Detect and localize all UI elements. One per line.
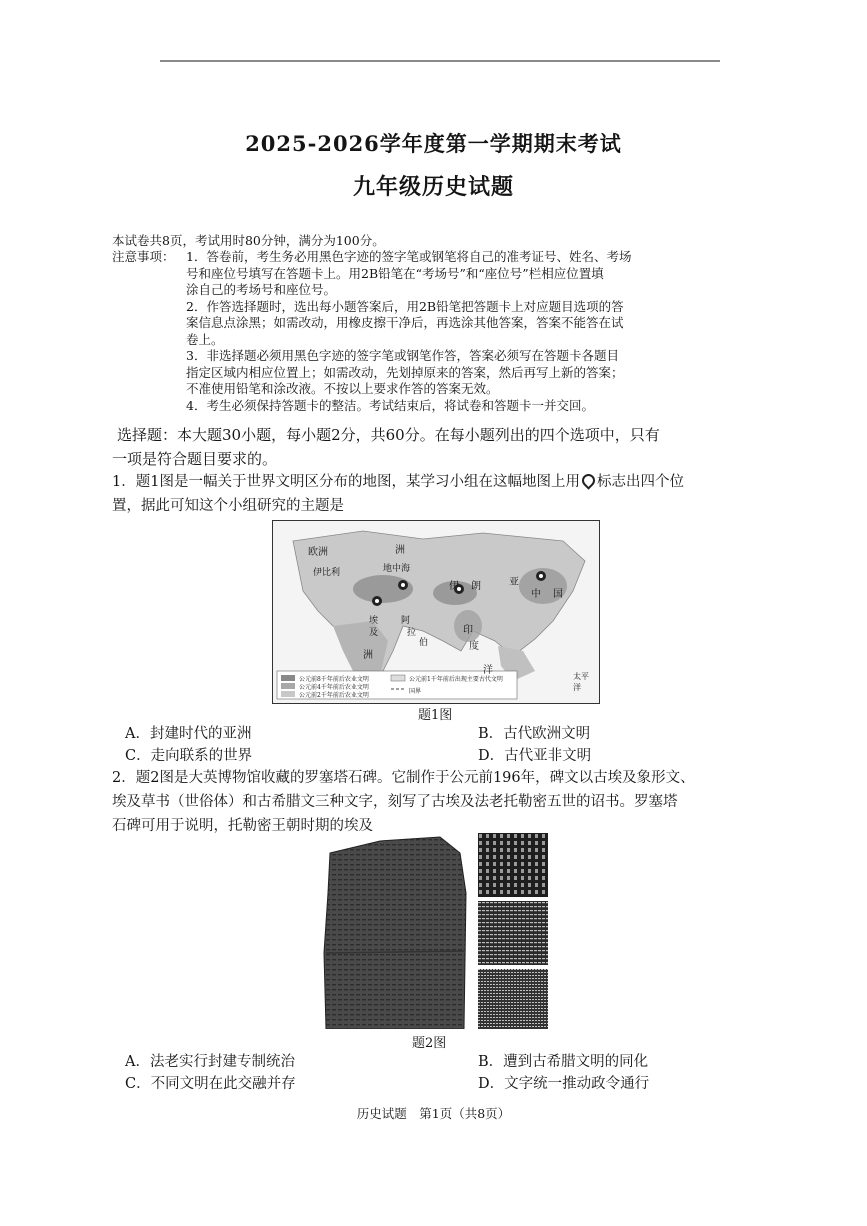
exam-title: 2025-2026学年度第一学期期末考试: [245, 131, 622, 156]
map-label: 太平洋: [573, 672, 589, 692]
inscription-graphic: [478, 833, 548, 1029]
map-label: 伯: [419, 638, 429, 648]
legend-item: 公元前2千年前后农业文明: [299, 692, 369, 699]
map-label: 洲: [395, 545, 405, 556]
q2-stem-line: 石碑可用于说明，托勒密王朝时期的埃及: [112, 818, 373, 834]
q2-stem-line: 埃及草书（世俗体）和古希腊文三种文字，刻写了古埃及法老托勒密五世的诏书。罗塞塔: [112, 794, 678, 810]
map-label: 伊: [449, 581, 459, 592]
notice-line: 不准使用铅笔和涂改液。不按以上要求作答的答案无效。: [186, 381, 499, 396]
notice-line: 案信息点涂黑；如需改动，用橡皮擦干净后，再选涂其他答案，答案不能答在试: [186, 315, 624, 330]
q1-stem-part: 1．题1图是一幅关于世界文明区分布的地图，某学习小组在这幅地图上用: [112, 474, 580, 490]
section-line: 选择题：本大题30小题，每小题2分，共60分。在每小题列出的四个选项中，只有: [117, 426, 660, 444]
q1-stem-line: 置，据此可知这个小组研究的主题是: [112, 498, 344, 514]
question-1-stem: [112, 470, 792, 518]
notice-line: 3．非选择题必须用黑色字迹的签字笔或钢笔作答，答案必须写在答题卡各题目: [186, 348, 619, 363]
q1-option-b[interactable]: B．古代欧洲文明: [478, 726, 591, 742]
q2-option-a[interactable]: A．法老实行封建专制统治: [125, 1054, 295, 1070]
notice-line: 号和座位号填写在答题卡上。用2B铅笔在“考场号”和“座位号”栏相应位置填: [186, 265, 604, 281]
notice-line: 涂自己的考场号和座位号。: [186, 282, 337, 297]
map-label: 地中海: [383, 564, 411, 574]
map-label: 阿: [401, 616, 411, 626]
q1-option-a[interactable]: A．封建时代的亚洲: [125, 726, 252, 742]
legend-item: 公元前4千年前后农业文明: [299, 684, 369, 691]
location-pin-icon: [579, 471, 597, 489]
notice-line: 指定区域内相应位置上；如需改动，先划掉原来的答案，然后再写上新的答案；: [186, 364, 624, 380]
q1-option-d[interactable]: D．古代亚非文明: [478, 748, 592, 764]
q1-stem-part: 标志出四个位: [596, 474, 684, 490]
map-label: 拉: [407, 628, 417, 638]
notice-line: 卷上。: [186, 331, 224, 347]
q2-option-c[interactable]: C．不同文明在此交融并存: [125, 1076, 296, 1092]
map-label: 印: [463, 625, 473, 636]
section-heading: [112, 423, 782, 471]
notice-list: [186, 249, 706, 414]
world-civilization-map: [272, 520, 600, 704]
rosetta-stone-image: [320, 833, 470, 1029]
notice-label: 注意事项：: [112, 249, 175, 264]
map-label: 伊比利: [313, 568, 341, 578]
map-label: 亚: [509, 577, 519, 588]
stone-graphic: [320, 833, 470, 1029]
legend-item: 公元前1千年前后出现主要古代文明: [409, 676, 503, 683]
map-label: 中: [531, 589, 541, 600]
intro-text: 本试卷共8页，考试用时80分钟，满分为100分。: [112, 233, 385, 248]
q2-option-d[interactable]: D．文字统一推动政令通行: [478, 1076, 650, 1092]
top-rule: [160, 60, 720, 62]
notice-line: 4．考生必须保持答题卡的整洁。考试结束后，将试卷和答题卡一并交回。: [186, 397, 594, 413]
figure-1-caption: 题1图: [418, 708, 453, 723]
notice-line: 1．答卷前，考生务必用黑色字迹的签字笔或钢笔将自己的准考证号、姓名、考场: [186, 249, 632, 264]
q1-option-c[interactable]: C．走向联系的世界: [125, 748, 253, 764]
figure-2-caption: 题2图: [412, 1036, 447, 1051]
section-line: 一项是符合题目要求的。: [112, 450, 278, 468]
legend-item: 公元前8千年前后农业文明: [299, 676, 369, 683]
question-2-stem: [112, 766, 792, 838]
q2-option-b[interactable]: B．遭到古希腊文明的同化: [478, 1054, 649, 1070]
exam-subtitle: 九年级历史试题: [352, 174, 514, 200]
legend-item: 国界: [409, 688, 422, 695]
map-label: 度: [469, 641, 479, 652]
map-label: 洋: [483, 665, 493, 676]
notice-line: 2．作答选择题时，选出每小题答案后，用2B铅笔把答题卡上对应题目选项的答: [186, 298, 624, 314]
map-label: 埃: [369, 616, 379, 626]
map-label: 洲: [363, 650, 373, 661]
map-label: 国: [553, 589, 563, 600]
page-footer: 历史试题 第1页（共8页）: [356, 1106, 511, 1121]
q2-stem-line: 2．题2图是大英博物馆收藏的罗塞塔石碑。它制作于公元前196年，碑文以古埃及象形文、: [112, 770, 695, 786]
map-label: 朗: [471, 581, 481, 592]
inscription-detail-images: [478, 833, 548, 1029]
map-label: 欧洲: [308, 547, 328, 558]
map-label: 及: [369, 628, 379, 638]
